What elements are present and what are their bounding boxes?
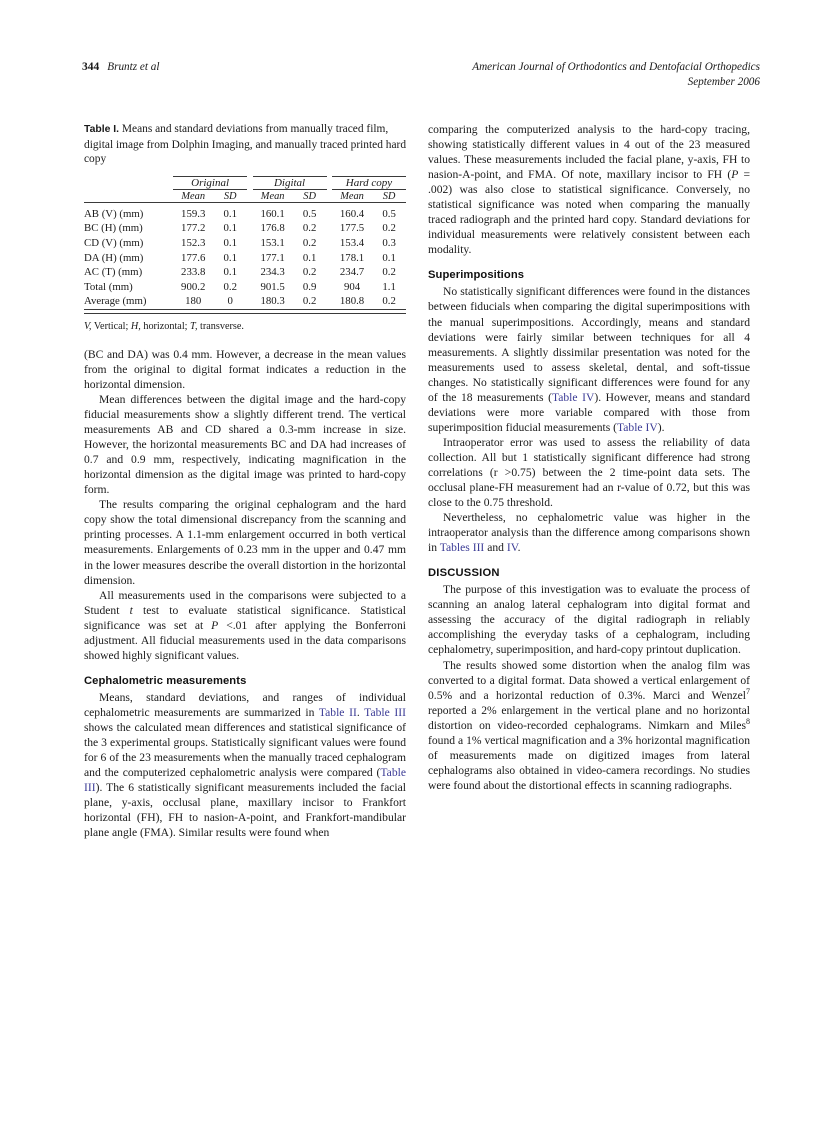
- paragraph-part: Means, standard deviations, and ranges of individual cephalometric measurements are summarized in: [84, 690, 406, 719]
- paragraph: (BC and DA) was 0.4 mm. However, a decrease in the mean values from the original to digital format indicates a reduction in the horizontal dimension.: [84, 347, 406, 391]
- column-right: [428, 122, 750, 793]
- running-head-authors: Bruntz et al: [107, 61, 160, 73]
- footnote-text-h: horizontal;: [140, 320, 191, 332]
- table-1-head: [84, 176, 406, 202]
- table-cell-value: 160.1: [253, 202, 293, 222]
- table-cell-value: 153.4: [339, 236, 365, 249]
- table-cell-value: 177.6: [181, 251, 206, 264]
- table-cell-value: 177.5: [339, 222, 365, 235]
- statistic-symbol-p: P: [211, 618, 219, 632]
- table-cell-value: 0.1: [223, 251, 237, 264]
- table-1-rowlabel-header: [84, 191, 173, 203]
- paragraph: Intraoperator error was used to assess the reliability of data collection. All but 1 statistically significant difference had strong correlations (r >0.75) between the 2 time-point data sets. The occlusal plane-FH measurement had an r-value of 0.72, but this was close to the 0.75 threshold.: [428, 435, 750, 510]
- table-cell-value: 180: [185, 295, 202, 308]
- paragraph: [84, 588, 406, 663]
- table-xref-link[interactable]: Tables III: [439, 541, 485, 555]
- table-xref-link[interactable]: Table II: [318, 705, 357, 719]
- table-cell-value: 0.5: [293, 202, 327, 222]
- footnote-abbr-v: V,: [84, 320, 92, 332]
- statistic-symbol-p: P: [731, 168, 739, 182]
- table-cell-value: 177.2: [181, 222, 206, 235]
- footnote-abbr-t: T,: [190, 320, 198, 332]
- table-xref-link[interactable]: IV: [506, 541, 518, 555]
- table-1-corner-cell: [84, 176, 173, 189]
- paragraph-part: .: [517, 541, 521, 555]
- paragraph-part: comparing the computerized analysis to the hard-copy tracing, showing statistically different values in 4 out of the 23 measured values. These measurements included the facial plane, y-axis, FH to nasion-A-point, and FMA. Of note, maxillary incisor to FH (: [428, 123, 750, 182]
- table-1-sub-digital-mean: Mean: [260, 190, 285, 202]
- table-cell-value: 152.3: [181, 236, 206, 249]
- table-xref-link[interactable]: Table IV: [551, 390, 595, 404]
- table-cell-value: 0.1: [302, 251, 317, 264]
- table-1-sub-original-mean: Mean: [181, 190, 206, 202]
- running-head-left: [82, 60, 159, 74]
- paragraph-part: shows the calculated mean differences and statistical significance of the 3 experimental groups. Statistically significant values were found for 6 of the 23 measurements when the manually traced cephalogram and the computerized cephalometric analysis were compared (: [84, 720, 406, 780]
- table-xref-link[interactable]: Table IV: [617, 420, 658, 434]
- paragraph-part: and: [484, 541, 507, 555]
- section-heading-discussion: DISCUSSION: [428, 567, 500, 580]
- footnote-text-t: transverse.: [197, 320, 244, 332]
- table-1: [84, 176, 406, 310]
- table-cell-value: 176.8: [260, 222, 285, 235]
- section-heading-cephalometric-measurements: Cephalometric measurements: [84, 674, 247, 687]
- table-cell-value: 0.1: [382, 251, 396, 264]
- table-1-subheader-row: [84, 191, 406, 203]
- paragraph-part: No statistically significant differences were found in the distances between fiducials when comparing the digital superimpositions with the manual superimpositions. Accordingly, means and standard deviations were fairly similar between techniques for all 4 measurements. A slightly dissimilar presentation was noted for the measurements used to assess skeletal, dental, and soft-tissue changes. No statistically significant differences were found for any of the 18 measurements (: [428, 285, 750, 404]
- table-1-group-hardcopy: Hard copy: [332, 176, 406, 189]
- table-cell-value: 0: [227, 295, 233, 308]
- table-cell-label: Average (mm): [84, 295, 147, 308]
- table-cell-value: 234.3: [260, 266, 285, 279]
- table-1-bottom-rule: [84, 309, 406, 314]
- table-1-number: Table I.: [84, 124, 120, 135]
- table-row: [84, 280, 406, 295]
- paragraph-part: <.01 after applying the Bonferroni adjustment. All fiducial measurements used in the data comparisons showed highly significant values.: [84, 618, 406, 662]
- journal-title: American Journal of Orthodontics and Dentofacial Orthopedics: [472, 61, 760, 73]
- paragraph-part: ).: [657, 420, 665, 434]
- paragraph: [428, 284, 750, 434]
- table-cell-value: 0.9: [302, 280, 317, 293]
- table-cell-value: 233.8: [181, 266, 206, 279]
- paragraph-part: ). The 6 statistically significant measurements included the facial plane, y-axis, occlusal plane, maxillary incisor to Frankfort horizontal (FH), FH to nasion-A-point, and Frankfort-mandibular plane angle (FMA). Similar results were found when: [84, 781, 406, 840]
- table-cell-value: 0.2: [302, 236, 317, 249]
- table-cell-value: 160.4: [332, 202, 372, 222]
- table-cell-label: BC (H) (mm): [84, 222, 143, 235]
- table-cell-value: 0.1: [223, 236, 237, 249]
- table-1-body: [84, 202, 406, 309]
- table-cell-value: 0.1: [223, 222, 237, 235]
- table-1-footnote: [84, 320, 406, 333]
- paragraph-part: ). However, means and standard deviations were more variable compared with those from superimposition fiducial measurements (: [428, 390, 750, 434]
- table-cell-label: DA (H) (mm): [84, 251, 144, 264]
- paragraph-part: .: [356, 705, 365, 719]
- table-cell-value: 0.1: [213, 202, 247, 222]
- table-row: [84, 295, 406, 310]
- table-row: [84, 222, 406, 237]
- paragraph-part: found a 1% vertical magnification and a 3% horizontal magnification of measurements made on digitized images from lateral cephalograms also obtained in video-camera recordings. No studies were found about the distortional effects in scanning radiographs.: [428, 733, 750, 792]
- footnote-abbr-h: H,: [130, 320, 141, 332]
- table-cell-value: 177.1: [260, 251, 285, 264]
- table-cell-value: 153.1: [260, 236, 285, 249]
- table-cell-value: 0.5: [372, 202, 406, 222]
- table-cell-value: 0.2: [302, 266, 317, 279]
- table-row: [84, 251, 406, 266]
- table-1-caption-text: Means and standard deviations from manually traced film, digital image from Dolphin Imaging, and manually traced printed hard copy: [84, 123, 407, 166]
- table-1-block: [84, 122, 406, 333]
- table-1-caption: [84, 122, 406, 167]
- table-cell-label: Total (mm): [84, 280, 133, 293]
- table-cell-value: 0.1: [223, 266, 237, 279]
- paragraph-part: Nevertheless, no cephalometric value was higher in the intraoperator analysis than the difference among comparisons shown in: [428, 511, 750, 555]
- column-left: [84, 122, 406, 840]
- table-cell-value: 178.1: [339, 251, 365, 264]
- table-cell-value: 159.3: [173, 202, 213, 222]
- paragraph: Mean differences between the digital image and the hard-copy fiducial measurements show a slightly different trend. The vertical measurements AB and CD shared a 0.3-mm increase in size. However, the horizontal measurements BC and DA had increases of 0.7 and 0.9 mm, respectively, indicating magnification in the horizontal dimension as the digital image was printed to hard-copy form.: [84, 392, 406, 497]
- table-cell-value: 0.2: [223, 280, 237, 293]
- paragraph-part: The results showed some distortion when the analog film was converted to a digital format. Data showed a vertical enlargement of 0.5% and a horizontal reduction of 0.3%. Marci and Wenzel: [428, 658, 750, 702]
- table-row: [84, 266, 406, 281]
- table-cell-value: 0.2: [302, 222, 317, 235]
- table-1-sub-hardcopy-sd: SD: [382, 190, 396, 202]
- table-cell-value: 0.2: [382, 295, 396, 308]
- paragraph: [428, 122, 750, 257]
- footnote-text-v: Vertical;: [91, 320, 131, 332]
- paragraph-part: test to evaluate statistical significance. Statistical significance was set at: [84, 603, 406, 632]
- reference-superscript[interactable]: 7: [746, 686, 750, 696]
- table-1-group-header-row: [84, 176, 406, 189]
- issue-date: September 2006: [687, 75, 760, 88]
- table-xref-link[interactable]: Table III: [364, 705, 406, 719]
- table-cell-value: 0.2: [382, 222, 396, 235]
- page-folio-number: 344: [82, 61, 100, 73]
- section-heading-superimpositions: Superimpositions: [428, 269, 525, 282]
- paragraph: The purpose of this investigation was to evaluate the process of scanning an analog lateral cephalogram into digital format and assessing the accuracy of the digital radiograph in reliably accomplishing the everyday tasks of a cephalogram, including cephalometry, superimposition, and hard-copy printout duplication.: [428, 583, 750, 657]
- table-cell-value: 234.7: [339, 266, 365, 279]
- table-cell-value: 0.3: [382, 236, 396, 249]
- table-1-sub-hardcopy-mean: Mean: [340, 190, 364, 202]
- paragraph: [428, 510, 750, 555]
- table-cell-label: CD (V) (mm): [84, 236, 144, 249]
- table-cell-value: 180.8: [339, 295, 365, 308]
- reference-superscript[interactable]: 8: [746, 716, 750, 726]
- table-1-group-original: Original: [173, 176, 247, 189]
- paragraph-part: All measurements used in the comparisons were subjected to a Student: [84, 588, 406, 617]
- table-1-sub-original-sd: SD: [223, 190, 237, 202]
- paragraph: [84, 690, 406, 840]
- table-cell-value: 180.3: [260, 295, 285, 308]
- running-head: [82, 60, 760, 89]
- table-cell-label: AB (V) (mm): [84, 202, 173, 222]
- table-cell-value: 904: [343, 280, 361, 293]
- paragraph: [428, 658, 750, 793]
- table-cell-value: 1.1: [382, 280, 396, 293]
- table-cell-value: 0.2: [302, 295, 317, 308]
- paragraph-part: = .002) was also close to statistical significance. Conversely, no statistical significance was noted when comparing the manually traced radiograph and the printed hard copy. Standard deviations for individual measurements were relatively consistent between each modality.: [428, 168, 750, 257]
- table-row: [84, 202, 406, 222]
- table-cell-value: 900.2: [181, 280, 206, 293]
- table-cell-value: 901.5: [260, 280, 285, 293]
- table-cell-value: 0.2: [382, 266, 396, 279]
- table-1-group-digital: Digital: [253, 176, 327, 189]
- table-xref-link[interactable]: Table III: [84, 766, 406, 795]
- paragraph: The results comparing the original cephalogram and the hard copy show the total dimensional discrepancy from the scanning and printing processes. A 1.1-mm enlargement occurred in both vertical measurements. Enlargements of 0.23 mm in the upper and 0.47 mm in the lower measures describe the overall distortion in the horizontal dimension.: [84, 498, 406, 587]
- statistic-symbol-t: t: [129, 603, 133, 617]
- table-1-sub-digital-sd: SD: [303, 190, 316, 202]
- paragraph-part: reported a 2% enlargement in the vertical plane and no horizontal distortion on video-recorded cephalograms. Nimkarn and Miles: [428, 703, 750, 732]
- table-row: [84, 236, 406, 251]
- running-head-right: [472, 60, 760, 89]
- table-cell-label: AC (T) (mm): [84, 266, 143, 279]
